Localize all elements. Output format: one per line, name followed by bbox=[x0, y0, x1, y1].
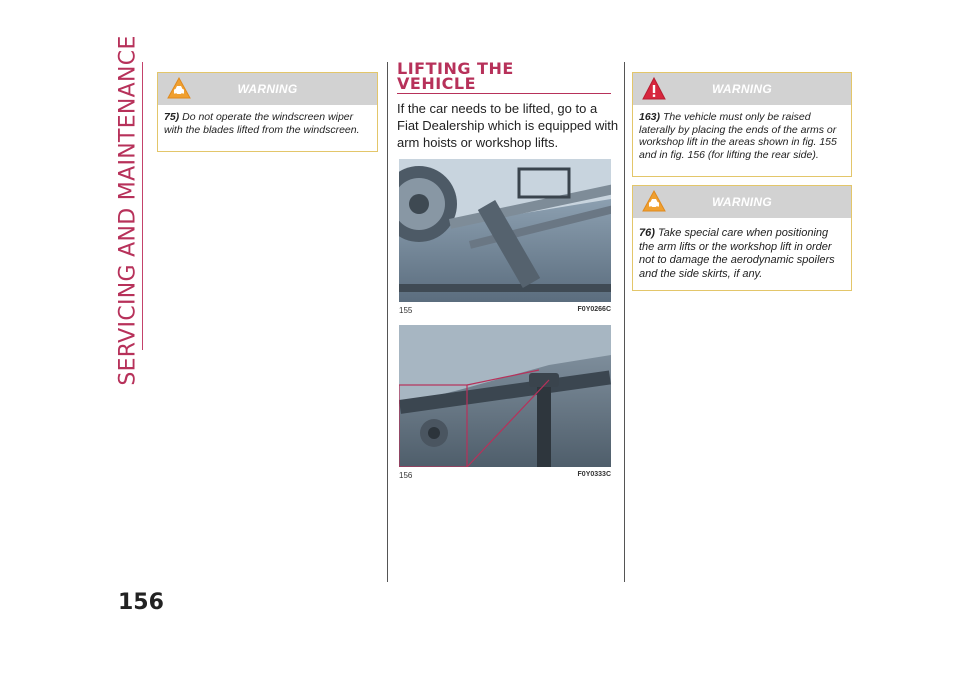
car-hazard-icon bbox=[641, 189, 667, 215]
side-title-text: SERVICING AND MAINTENANCE bbox=[115, 34, 141, 386]
warning-body bbox=[633, 105, 851, 167]
section-sidebar-title bbox=[113, 34, 143, 386]
warning-box-75 bbox=[157, 72, 378, 152]
section-title bbox=[397, 61, 611, 94]
section-paragraph: If the car needs to be lifted, go to a Fiat Dealership which is equipped with arm hoists or workshop lifts. bbox=[397, 101, 619, 150]
sidebar-divider bbox=[142, 62, 143, 350]
warning-body bbox=[158, 105, 377, 142]
figure-155-number: 155 bbox=[399, 306, 413, 315]
warning-title: WARNING bbox=[711, 82, 773, 96]
warning-text: The vehicle must only be raised laterally by placing the ends of the arms or workshop lift in the areas shown in fig. 155 and in fig. 156 (for lifting the rear side). bbox=[639, 111, 837, 161]
figure-155-code: F0Y0266C bbox=[577, 306, 611, 313]
section-title-line1: LIFTING THE bbox=[397, 59, 514, 78]
column-divider-1 bbox=[387, 62, 388, 582]
warning-title: WARNING bbox=[711, 195, 773, 209]
warning-header bbox=[158, 73, 377, 105]
warning-ref: 76) bbox=[639, 227, 655, 239]
warning-title: WARNING bbox=[237, 82, 298, 96]
section-title-line2: VEHICLE bbox=[397, 74, 477, 93]
page-number: 156 bbox=[118, 590, 164, 615]
warning-ref: 163) bbox=[639, 111, 661, 123]
figure-156-code: F0Y0333C bbox=[577, 471, 611, 478]
warning-text: Take special care when positioning the arm lifts or the workshop lift in order not to damage the aerodynamic spoilers and the side skirts, if any. bbox=[639, 227, 835, 280]
warning-body bbox=[633, 218, 851, 287]
warning-box-76 bbox=[632, 185, 852, 291]
warning-ref: 75) bbox=[164, 111, 180, 123]
warning-header bbox=[633, 73, 851, 105]
warning-text: Do not operate the windscreen wiper with the blades lifted from the windscreen. bbox=[164, 111, 360, 136]
car-hazard-icon bbox=[166, 76, 192, 102]
column-divider-2 bbox=[624, 62, 625, 582]
figure-156-number: 156 bbox=[399, 471, 413, 480]
figure-156-caption bbox=[399, 471, 611, 480]
warning-header bbox=[633, 186, 851, 218]
figure-156-image bbox=[399, 325, 611, 467]
warning-box-163 bbox=[632, 72, 852, 177]
exclamation-triangle-icon bbox=[641, 76, 667, 102]
figure-155-caption bbox=[399, 306, 611, 315]
figure-155-image bbox=[399, 159, 611, 302]
